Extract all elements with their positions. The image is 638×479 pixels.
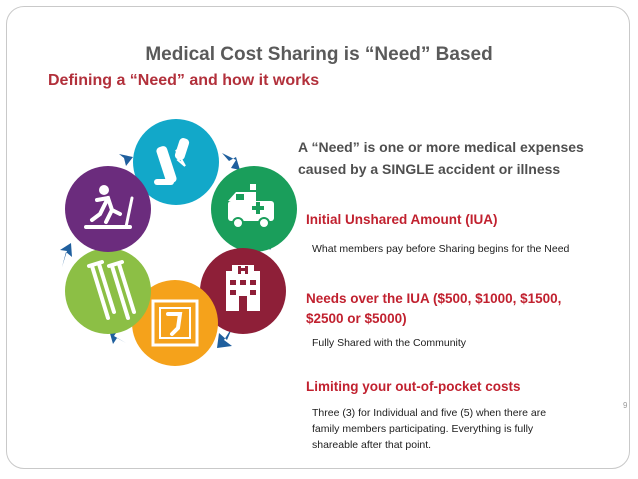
- ambulance-icon: [211, 166, 297, 252]
- need-definition-line2: caused by a SINGLE accident or illness: [298, 161, 561, 177]
- cycle-arrow-6: [111, 154, 133, 166]
- iua-title: Initial Unshared Amount (IUA): [306, 212, 498, 227]
- need-definition: [298, 136, 618, 180]
- treadmill-icon: [65, 166, 151, 252]
- page-title: Medical Cost Sharing is “Need” Based: [145, 44, 493, 65]
- needs-over-iua-title: [306, 289, 561, 329]
- cycle-arrow-5: [60, 243, 72, 267]
- limit-costs-line2: family members participating. Everything is fully: [312, 423, 534, 435]
- needs-over-iua-title-line2: $2500 or $5000): [306, 311, 407, 326]
- page-number: 9: [623, 401, 628, 410]
- iua-text: What members pay before Sharing begins for the Need: [312, 243, 570, 255]
- limit-costs-line3: shareable after that point.: [312, 439, 432, 451]
- crutches-icon: [65, 248, 151, 334]
- limit-costs-title: Limiting your out-of-pocket costs: [306, 379, 521, 394]
- cycle-arrow-1: [222, 153, 240, 170]
- needs-over-iua-title-line1: Needs over the IUA ($500, $1000, $1500,: [306, 291, 562, 306]
- need-definition-line1: A “Need” is one or more medical expenses: [298, 139, 584, 155]
- page-subtitle: Defining a “Need” and how it works: [48, 72, 320, 89]
- limit-costs-text: [312, 405, 546, 453]
- limit-costs-line1: Three (3) for Individual and five (5) when there are: [312, 407, 547, 419]
- needs-over-iua-text: Fully Shared with the Community: [312, 337, 467, 349]
